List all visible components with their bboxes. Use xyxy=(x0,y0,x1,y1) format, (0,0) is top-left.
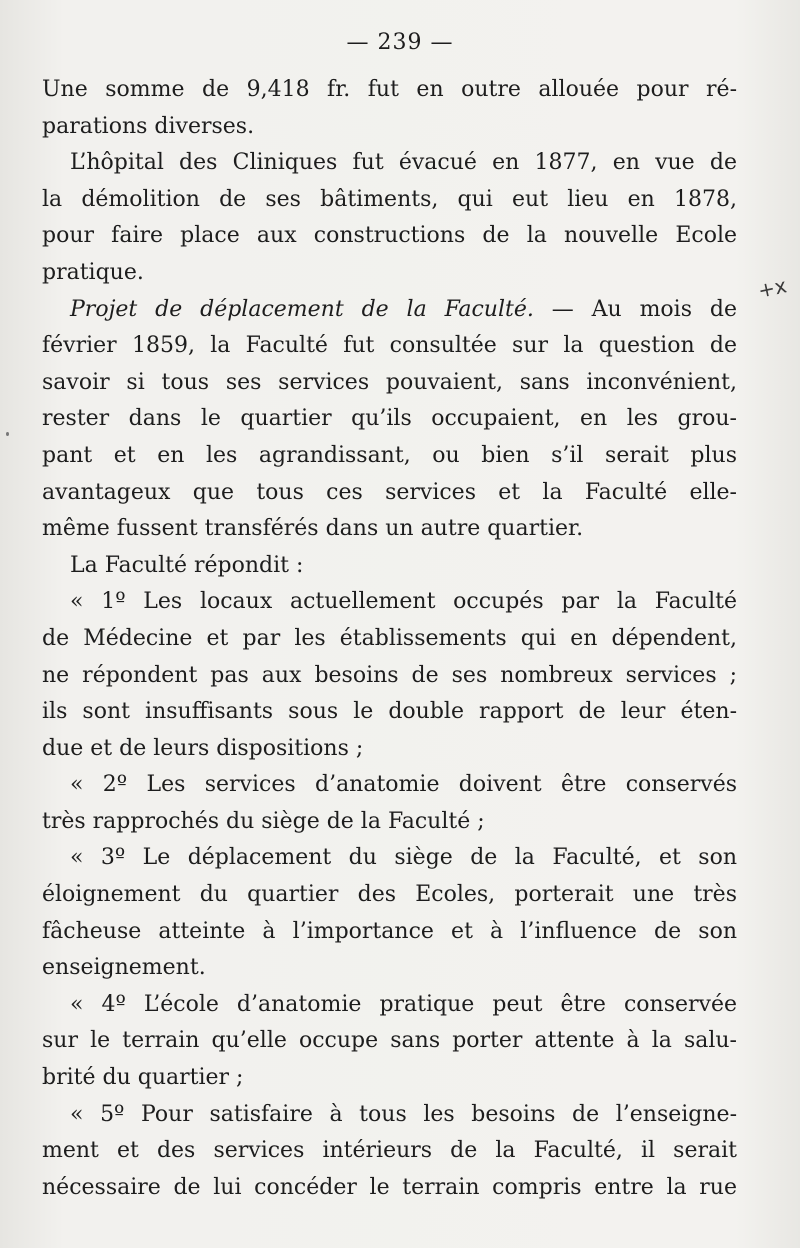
text-line xyxy=(42,328,737,365)
text-line xyxy=(42,840,737,877)
text-line-content: nécessaire de lui concéder le terrain compris entre la rue xyxy=(42,1174,737,1200)
text-line-content: savoir si tous ses services pouvaient, sans inconvénient, xyxy=(42,369,737,395)
text-line xyxy=(42,218,737,255)
text-line-content: février 1859, la Faculté fut consultée sur la question de xyxy=(42,333,737,359)
text-line xyxy=(42,72,737,109)
text-line xyxy=(42,109,737,146)
text-line-content: Une somme de 9,418 fr. fut en outre allouée pour ré- xyxy=(42,77,737,102)
text-line-content: ne répondent pas aux besoins de ses nombreux services ; xyxy=(42,662,737,688)
text-line-content: ils sont insuffisants sous le double rapport de leur éten- xyxy=(42,699,737,725)
text-line-content: « 4º L’école d’anatomie pratique peut être conservée xyxy=(70,991,737,1017)
text-line xyxy=(42,1170,737,1207)
text-line-content: de Médecine et par les établissements qui en dépendent, xyxy=(42,625,737,651)
text-line xyxy=(42,475,737,512)
text-line xyxy=(42,511,737,548)
text-line-content: éloignement du quartier des Ecoles, porterait une très xyxy=(42,882,737,908)
text-line-content: pant et en les agrandissant, ou bien s’il serait plus xyxy=(42,442,737,468)
page-number: — 239 — xyxy=(346,30,454,55)
text-line-content: même fussent transférés dans un autre quartier. xyxy=(42,516,584,542)
text-line-content: très rapprochés du siège de la Faculté ; xyxy=(42,808,485,834)
text-line-content: due et de leurs dispositions ; xyxy=(42,735,364,761)
text-line xyxy=(42,621,737,658)
text-line xyxy=(42,1097,737,1134)
text-line-content: — Au mois de xyxy=(533,296,737,322)
text-line-content: avantageux que tous ces services et la Faculté elle- xyxy=(42,479,737,505)
text-line-content: fâcheuse atteinte à l’importance et à l’influence de son xyxy=(42,918,737,944)
text-line xyxy=(42,950,737,987)
text-line xyxy=(42,731,737,768)
text-line xyxy=(42,145,737,182)
text-line xyxy=(42,255,737,292)
ink-speck xyxy=(6,432,9,436)
text-line xyxy=(42,987,737,1024)
text-line-content: rester dans le quartier qu’ils occupaient, en les grou- xyxy=(42,406,737,432)
text-line-content: parations diverses. xyxy=(42,113,255,139)
text-line xyxy=(42,767,737,804)
text-line-content: sur le terrain qu’elle occupe sans porter attente à la salu- xyxy=(42,1028,737,1054)
text-line xyxy=(42,877,737,914)
text-line xyxy=(42,1023,737,1060)
text-line xyxy=(42,365,737,402)
text-line-content: « 1º Les locaux actuellement occupés par la Faculté xyxy=(70,589,737,615)
text-line xyxy=(42,694,737,731)
page-body-text xyxy=(42,72,737,1206)
text-line-content: enseignement. xyxy=(42,955,206,981)
text-line-content: brité du quartier ; xyxy=(42,1065,244,1091)
text-line-content: « 2º Les services d’anatomie doivent être conservés xyxy=(70,772,737,798)
text-line-content: pour faire place aux constructions de la nouvelle Ecole xyxy=(42,223,737,249)
text-line-content: « 5º Pour satisfaire à tous les besoins de l’enseigne- xyxy=(70,1101,737,1127)
text-line xyxy=(42,658,737,695)
text-line xyxy=(42,804,737,841)
text-line xyxy=(42,584,737,621)
text-line-content: ment et des services intérieurs de la Faculté, il serait xyxy=(42,1138,737,1164)
text-line xyxy=(42,182,737,219)
text-line-content: La Faculté répondit : xyxy=(70,552,304,578)
text-line xyxy=(42,438,737,475)
margin-annotation: +x xyxy=(755,273,789,303)
text-line xyxy=(42,1060,737,1097)
text-line-content: pratique. xyxy=(42,259,144,285)
text-line xyxy=(42,548,737,585)
text-line-content: L’hôpital des Cliniques fut évacué en 1877, en vue de xyxy=(70,150,737,176)
text-line-content: « 3º Le déplacement du siège de la Faculté, et son xyxy=(70,845,737,871)
text-line xyxy=(42,1133,737,1170)
text-line xyxy=(42,292,737,329)
section-heading-italic: Projet de déplacement de la Faculté. xyxy=(70,296,534,322)
text-line xyxy=(42,914,737,951)
text-line xyxy=(42,401,737,438)
text-line-content: la démolition de ses bâtiments, qui eut lieu en 1878, xyxy=(42,186,737,212)
